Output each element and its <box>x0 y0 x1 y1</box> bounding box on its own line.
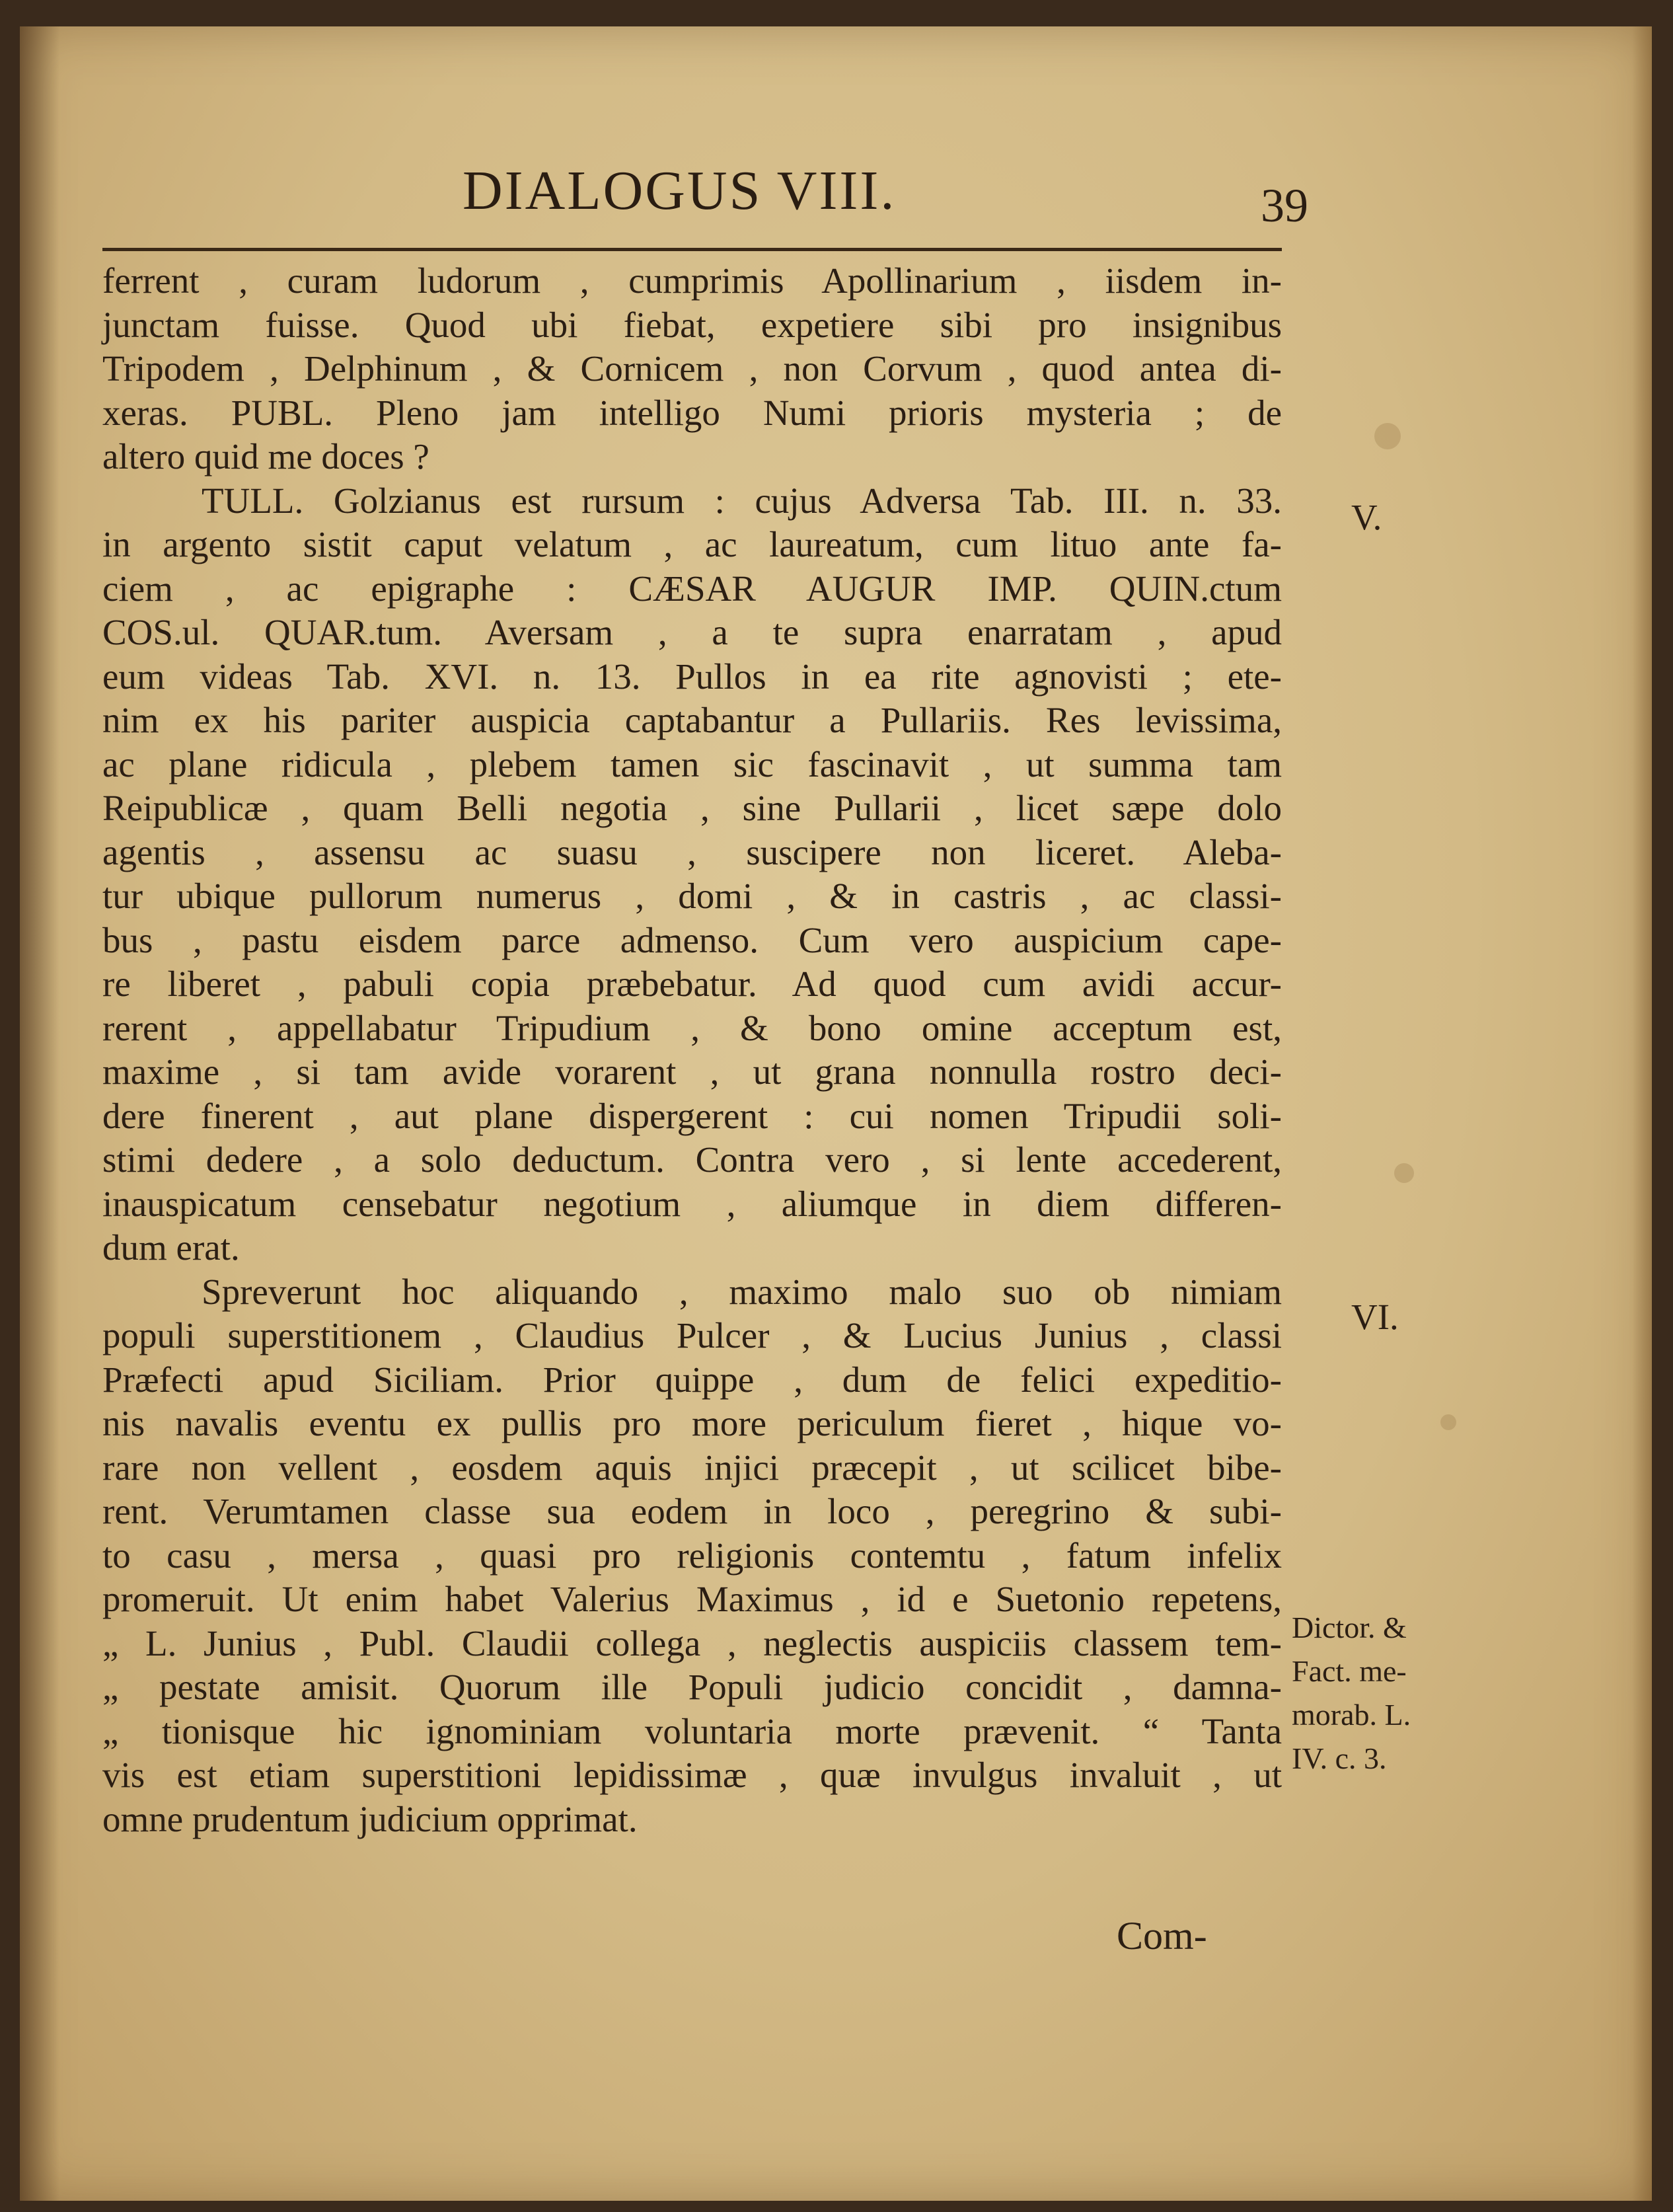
catchword: Com- <box>1117 1914 1207 1958</box>
text-line: Spreverunt hoc aliquando , maximo malo suo ob nimiam <box>202 1271 1282 1312</box>
text-line: Præfecti apud Siciliam. Prior quippe , dum de felici expeditio- <box>102 1359 1282 1400</box>
margin-reference-line: morab. L. <box>1292 1698 1411 1732</box>
text-line: „ pestate amisit. Quorum ille Populi judicio concidit , damna- <box>102 1667 1282 1707</box>
text-line: dere finerent , aut plane dispergerent : cui nomen Tripudii soli- <box>102 1095 1282 1136</box>
margin-reference-line: Dictor. & <box>1292 1611 1407 1644</box>
text-line: dum erat. <box>102 1227 240 1268</box>
text-line: stimi dedere , a solo deductum. Contra vero , si lente accederent, <box>102 1139 1282 1180</box>
page-number: 39 <box>1261 179 1308 232</box>
text-line: bus , pastu eisdem parce admenso. Cum vero auspicium cape- <box>102 919 1282 960</box>
text-line: nim ex his pariter auspicia captabantur a Pullariis. Res levissima, <box>102 700 1282 740</box>
text-line: COS.ul. QUAR.tum. Aversam , a te supra enarratam , apud <box>102 612 1282 652</box>
text-line: vis est etiam superstitioni lepidissimæ , quæ invulgus invaluit , ut <box>102 1755 1282 1795</box>
text-line: in argento sistit caput velatum , ac laureatum, cum lituo ante fa- <box>102 524 1282 564</box>
text-line: rent. Verumtamen classe sua eodem in loco , peregrino & subi- <box>102 1491 1282 1531</box>
page-edge-shadow <box>1632 26 1652 2201</box>
text-line: xeras. PUBL. Pleno jam intelligo Numi prioris mysteria ; de <box>102 392 1282 433</box>
text-line: TULL. Golzianus est rursum : cujus Adversa Tab. III. n. 33. <box>202 480 1282 521</box>
text-line: tur ubique pullorum numerus , domi , & in castris , ac classi- <box>102 876 1282 916</box>
header-rule <box>102 248 1282 251</box>
text-line: altero quid me doces ? <box>102 436 429 477</box>
text-line: „ tionisque hic ignominiam voluntaria morte prævenit. “ Tanta <box>102 1710 1282 1751</box>
text-line: ac plane ridicula , plebem tamen sic fascinavit , ut summa tam <box>102 744 1282 784</box>
text-line: ferrent , curam ludorum , cumprimis Apollinarium , iisdem in- <box>102 260 1282 301</box>
running-title: DIALOGUS VIII. <box>463 160 897 221</box>
margin-reference-line: IV. c. 3. <box>1292 1741 1387 1775</box>
margin-reference-line: Fact. me- <box>1292 1654 1407 1688</box>
paper-stain <box>1374 423 1401 449</box>
text-line: to casu , mersa , quasi pro religionis contemtu , fatum infelix <box>102 1535 1282 1576</box>
text-line: eum videas Tab. XVI. n. 13. Pullos in ea rite agnovisti ; ete- <box>102 656 1282 697</box>
text-line: rare non vellent , eosdem aquis injici præcepit , ut scilicet bibe- <box>102 1447 1282 1488</box>
text-line: omne prudentum judicium opprimat. <box>102 1798 638 1839</box>
body-text <box>102 259 1282 1841</box>
text-line: agentis , assensu ac suasu , suscipere non liceret. Aleba- <box>102 831 1282 872</box>
paper-stain <box>1394 1163 1414 1183</box>
text-line: ciem , ac epigraphe : CÆSAR AUGUR IMP. QUIN.ctum <box>102 568 1282 609</box>
text-line: „ L. Junius , Publ. Claudii collega , neglectis auspiciis classem tem- <box>102 1622 1282 1663</box>
text-line: populi superstitionem , Claudius Pulcer , & Lucius Junius , classi <box>102 1315 1282 1355</box>
text-line: Reipublicæ , quam Belli negotia , sine Pullarii , licet sæpe dolo <box>102 788 1282 828</box>
text-line: promeruit. Ut enim habet Valerius Maximus , id e Suetonio repetens, <box>102 1579 1282 1619</box>
margin-section-v: V. <box>1351 497 1382 537</box>
page-header <box>198 159 1308 245</box>
text-line: re liberet , pabuli copia præbebatur. Ad quod cum avidi accur- <box>102 964 1282 1004</box>
margin-section-vi: VI. <box>1351 1297 1399 1337</box>
margin-reference <box>1292 1606 1411 1780</box>
text-line: Tripodem , Delphinum , & Cornicem , non Corvum , quod antea di- <box>102 348 1282 389</box>
text-line: nis navalis eventu ex pullis pro more periculum fieret , hique vo- <box>102 1403 1282 1443</box>
text-line: junctam fuisse. Quod ubi fiebat, expetiere sibi pro insignibus <box>102 304 1282 345</box>
page-spine-shadow <box>20 26 59 2201</box>
text-line: rerent , appellabatur Tripudium , & bono omine acceptum est, <box>102 1007 1282 1048</box>
text-line: maxime , si tam avide vorarent , ut grana nonnulla rostro deci- <box>102 1051 1282 1092</box>
paper-stain <box>1440 1414 1456 1430</box>
text-line: inauspicatum censebatur negotium , aliumque in diem differen- <box>102 1183 1282 1224</box>
